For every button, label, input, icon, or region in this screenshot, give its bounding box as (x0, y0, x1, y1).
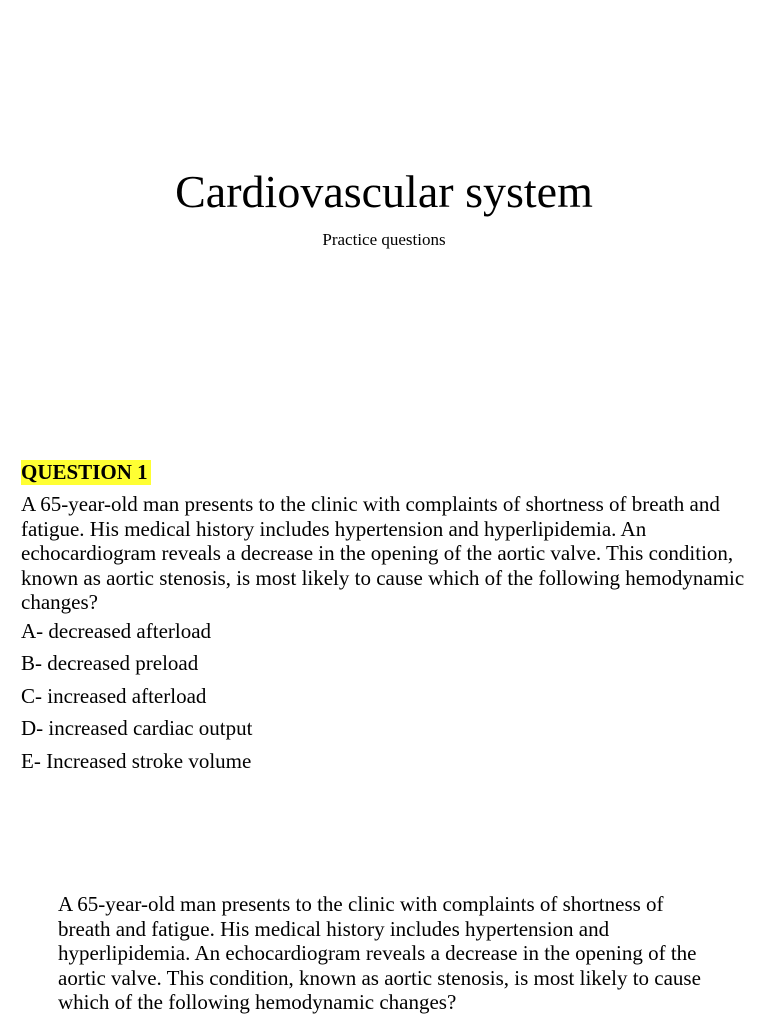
answer-options (21, 619, 252, 781)
option-d: D- increased cardiac output (21, 716, 253, 741)
repeated-question-text: A 65-year-old man presents to the clinic with complaints of shortness of breath and fatigue. His medical history includes hypertension and hyperlipidemia. An echocardiogram reveals a decrease in the opening of the aortic valve. This condition, known as aortic stenosis, is most likely to cause which of the following hemodynamic changes? (58, 892, 701, 1014)
option-c: C- increased afterload (21, 683, 207, 708)
question-text: A 65-year-old man presents to the clinic with complaints of shortness of breath and fatigue. His medical history includes hypertension and hyperlipidemia. An echocardiogram reveals a decrease in the opening of the aortic valve. This condition, known as aortic stenosis, is most likely to cause which of the following hemodynamic changes? (21, 492, 745, 614)
page-title: Cardiovascular system (175, 166, 593, 217)
option-b: B- decreased preload (21, 651, 199, 676)
option-e: E- Increased stroke volume (21, 748, 252, 773)
option-a: A- decreased afterload (21, 619, 212, 643)
question-label: QUESTION 1 (21, 460, 151, 485)
page-subtitle: Practice questions (322, 230, 446, 249)
